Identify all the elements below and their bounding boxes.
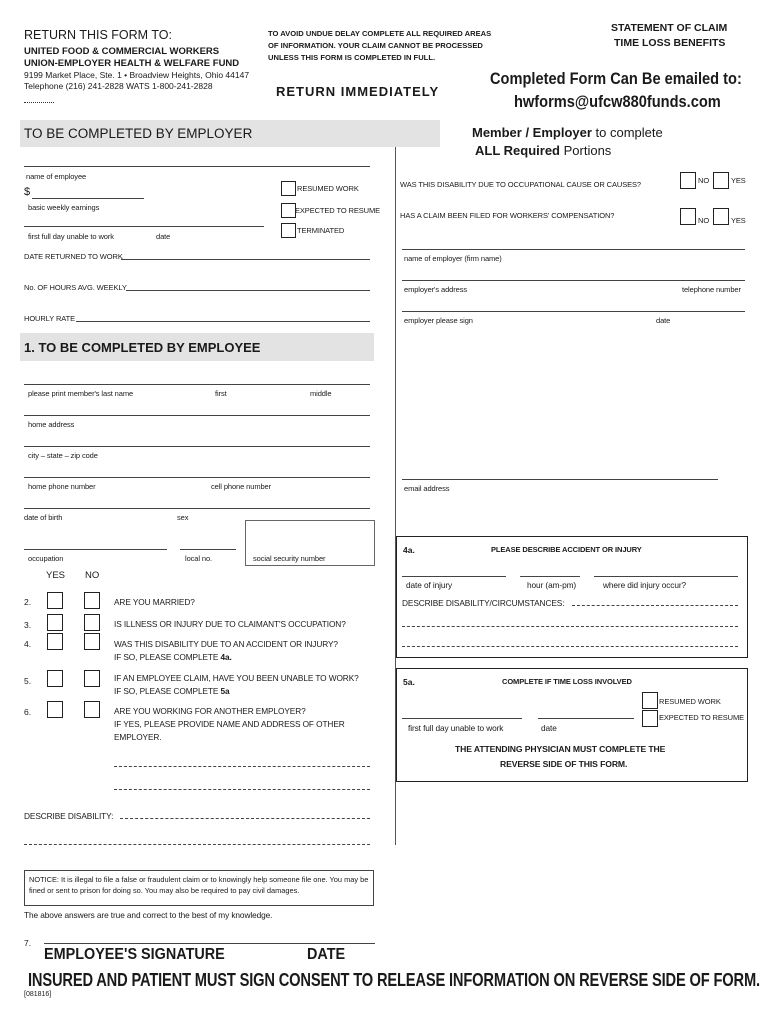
timeloss-first-day-label: first full day unable to work [408, 723, 504, 733]
accident-box [396, 536, 748, 658]
time-loss-box-title: COMPLETE IF TIME LOSS INVOLVED [502, 677, 632, 686]
member-employer-text: Member / Employer [472, 125, 592, 140]
circumstances-input-1[interactable] [572, 605, 738, 606]
occupational-cause-question: WAS THIS DISABILITY DUE TO OCCUPATIONAL CAUSE OR CAUSES? [400, 180, 641, 189]
timeloss-first-day-input[interactable] [402, 718, 522, 719]
describe-disability-input[interactable] [120, 818, 370, 819]
employee-name-input[interactable] [24, 166, 370, 167]
sex-label: sex [177, 513, 189, 522]
occupation-label: occupation [28, 554, 64, 563]
return-immediately: RETURN IMMEDIATELY [276, 84, 440, 99]
timeloss-expected-checkbox[interactable] [642, 710, 658, 727]
circumstances-input-3[interactable] [402, 646, 738, 647]
question-5-followup [114, 686, 230, 696]
delay-notice-line1: TO AVOID UNDUE DELAY COMPLETE ALL REQUIRED AREAS [268, 29, 492, 38]
question-6-yes-checkbox[interactable] [47, 701, 63, 718]
first-day-input[interactable] [24, 226, 264, 227]
question-5-ref: 5a [220, 686, 230, 696]
email-input[interactable] [402, 479, 718, 480]
describe-disability-label: DESCRIBE DISABILITY: [24, 811, 114, 821]
employee-signature-label: EMPLOYEE'S SIGNATURE [44, 946, 225, 963]
question-4-text: WAS THIS DISABILITY DUE TO AN ACCIDENT OR INJURY? [114, 639, 338, 649]
question-3-number: 3. [24, 620, 32, 630]
resumed-work-checkbox[interactable] [281, 181, 296, 196]
email-instruction: Completed Form Can Be emailed to: [490, 69, 742, 88]
dollar-sign: $ [24, 186, 31, 198]
date-of-injury-input[interactable] [402, 576, 506, 577]
no-column-header: NO [85, 570, 100, 581]
question-6-followup: IF YES, PLEASE PROVIDE NAME AND ADDRESS OF OTHER [114, 719, 345, 729]
occupational-yes-label: YES [731, 176, 746, 185]
date-returned-input[interactable] [121, 259, 370, 260]
employee-section-title: 1. TO BE COMPLETED BY EMPLOYEE [24, 340, 261, 355]
ssn-label: social security number [253, 554, 326, 563]
weekly-earnings-input[interactable] [32, 198, 144, 199]
terminated-label: TERMINATED [297, 226, 345, 235]
physician-note-line2: REVERSE SIDE OF THIS FORM. [500, 759, 628, 769]
home-phone-label: home phone number [28, 482, 96, 491]
occupational-yes-checkbox[interactable] [713, 172, 729, 189]
employer-address-label: employer's address [404, 285, 467, 294]
date-of-injury-label: date of injury [406, 580, 453, 590]
employee-name-label: name of employee [26, 172, 87, 181]
delay-notice-line2: OF INFORMATION. YOUR CLAIM CANNOT BE PROCESSED [268, 41, 483, 50]
hours-weekly-label: No. OF HOURS AVG. WEEKLY [24, 283, 127, 292]
signature-date-label: DATE [307, 946, 346, 963]
resumed-work-label: RESUMED WORK [297, 184, 359, 193]
question-3-text: IS ILLNESS OR INJURY DUE TO CLAIMANT'S OCCUPATION? [114, 619, 346, 629]
email-address-link[interactable]: hwforms@ufcw880funds.com [514, 92, 721, 111]
question-2-yes-checkbox[interactable] [47, 592, 63, 609]
question-4-yes-checkbox[interactable] [47, 633, 63, 650]
question-6-no-checkbox[interactable] [84, 701, 100, 718]
statement-title-line1: STATEMENT OF CLAIM [611, 22, 728, 34]
question-5-no-checkbox[interactable] [84, 670, 100, 687]
other-employer-line-1[interactable] [114, 766, 370, 767]
employer-signature-label: employer please sign [404, 316, 473, 325]
return-to-label: RETURN THIS FORM TO: [24, 28, 172, 42]
question-3-no-checkbox[interactable] [84, 614, 100, 631]
employer-divider [395, 147, 396, 333]
hours-weekly-input[interactable] [126, 290, 370, 291]
describe-disability-line-2[interactable] [24, 844, 370, 845]
org-address: 9199 Market Place, Ste. 1 • Broadview Heights, Ohio 44147 [24, 70, 250, 80]
consent-notice: INSURED AND PATIENT MUST SIGN CONSENT TO RELEASE INFORMATION ON REVERSE SIDE OF FORM. [28, 970, 760, 990]
org-telephone: Telephone (216) 241-2828 WATS 1-800-241-2828 [24, 81, 213, 91]
question-5-number: 5. [24, 676, 32, 686]
question-2-number: 2. [24, 597, 32, 607]
expected-resume-checkbox[interactable] [281, 203, 296, 218]
first-name-label: first [215, 389, 227, 398]
describe-circumstances-label: DESCRIBE DISABILITY/CIRCUMSTANCES: [402, 598, 565, 608]
terminated-checkbox[interactable] [281, 223, 296, 238]
employer-sign-date-label: date [656, 316, 671, 325]
member-employer-note [472, 125, 663, 140]
timeloss-expected-label: EXPECTED TO RESUME [659, 713, 745, 722]
statement-title-line2: TIME LOSS BENEFITS [614, 37, 726, 49]
comp-no-label: NO [698, 216, 710, 225]
timeloss-date-input[interactable] [538, 718, 634, 719]
comp-yes-checkbox[interactable] [713, 208, 729, 225]
injury-location-input[interactable] [594, 576, 738, 577]
circumstances-input-2[interactable] [402, 626, 738, 627]
expected-resume-label: EXPECTED TO RESUME [295, 206, 381, 215]
employer-section-title: TO BE COMPLETED BY EMPLOYER [24, 126, 253, 141]
question-6-followup-2: EMPLOYER. [114, 732, 162, 742]
middle-name-label: middle [310, 389, 332, 398]
email-label: email address [404, 484, 450, 493]
fraud-notice: NOTICE: It is illegal to file a false or fraudulent claim or to knowingly help someone file one. You may be fined or sent to prison for doing so. You may also be required to pay civil damages. [24, 870, 374, 906]
logo-mark [24, 96, 54, 103]
employee-signature-input[interactable] [44, 943, 375, 944]
signature-number: 7. [24, 938, 32, 948]
yes-column-header: YES [46, 570, 66, 581]
timeloss-date-label: date [541, 723, 557, 733]
injury-hour-input[interactable] [520, 576, 580, 577]
injury-location-label: where did injury occur? [603, 580, 687, 590]
injury-hour-label: hour (am-pm) [527, 580, 577, 590]
weekly-earnings-label: basic weekly earnings [28, 203, 100, 212]
question-5-followup-text: IF SO, PLEASE COMPLETE [114, 686, 221, 696]
question-4-followup-text: IF SO, PLEASE COMPLETE [114, 652, 221, 662]
accident-box-title: PLEASE DESCRIBE ACCIDENT OR INJURY [491, 545, 642, 554]
org-name-line1: UNITED FOOD & COMMERCIAL WORKERS [24, 46, 220, 57]
last-name-label: please print member's last name [28, 389, 134, 398]
employer-name-input[interactable] [402, 249, 745, 250]
local-no-label: local no. [185, 554, 213, 563]
portions-text: Portions [560, 143, 612, 158]
question-2-text: ARE YOU MARRIED? [114, 597, 195, 607]
question-2-no-checkbox[interactable] [84, 592, 100, 609]
form-code: [081816] [24, 991, 52, 998]
workers-comp-question: HAS A CLAIM BEEN FILED FOR WORKERS' COMPENSATION? [400, 211, 615, 220]
employer-signature-input[interactable] [402, 311, 745, 312]
comp-yes-label: YES [731, 216, 746, 225]
org-name-line2: UNION-EMPLOYER HEALTH & WELFARE FUND [24, 58, 240, 69]
employer-telephone-label: telephone number [682, 285, 741, 294]
question-3-yes-checkbox[interactable] [47, 614, 63, 631]
employer-address-input[interactable] [402, 280, 745, 281]
timeloss-resumed-checkbox[interactable] [642, 692, 658, 709]
city-state-zip-label: city – state – zip code [28, 451, 98, 460]
dob-label: date of birth [24, 513, 63, 522]
all-required-text: ALL Required [475, 143, 560, 158]
time-loss-box-number: 5a. [403, 677, 415, 687]
local-no-input[interactable] [180, 549, 236, 550]
other-employer-line-2[interactable] [114, 789, 370, 790]
last-name-input[interactable] [24, 384, 370, 385]
home-address-label: home address [28, 420, 75, 429]
city-state-zip-input[interactable] [24, 446, 370, 447]
to-complete-text: to complete [591, 125, 663, 140]
occupational-no-checkbox[interactable] [680, 172, 696, 189]
question-4-no-checkbox[interactable] [84, 633, 100, 650]
question-4-followup [114, 652, 232, 662]
occupational-no-label: NO [698, 176, 710, 185]
dob-sex-input[interactable] [24, 508, 370, 509]
question-6-number: 6. [24, 707, 32, 717]
first-day-label: first full day unable to work [28, 232, 114, 241]
occupation-input[interactable] [24, 549, 167, 550]
first-day-date-label: date [156, 232, 171, 241]
comp-no-checkbox[interactable] [680, 208, 696, 225]
accident-box-number: 4a. [403, 545, 415, 555]
hourly-rate-label: HOURLY RATE [24, 314, 75, 323]
cell-phone-label: cell phone number [211, 482, 272, 491]
true-correct-statement: The above answers are true and correct to the best of my knowledge. [24, 910, 273, 920]
home-address-input[interactable] [24, 415, 370, 416]
hourly-rate-input[interactable] [76, 321, 370, 322]
employer-name-label: name of employer (firm name) [404, 254, 502, 263]
question-5-yes-checkbox[interactable] [47, 670, 63, 687]
physician-note-line1: THE ATTENDING PHYSICIAN MUST COMPLETE THE [455, 744, 666, 754]
phone-input[interactable] [24, 477, 370, 478]
question-6-text: ARE YOU WORKING FOR ANOTHER EMPLOYER? [114, 706, 306, 716]
question-4-ref: 4a. [220, 652, 232, 662]
delay-notice-line3: UNLESS THIS FORM IS COMPLETED IN FULL. [268, 53, 436, 62]
question-5-text: IF AN EMPLOYEE CLAIM, HAVE YOU BEEN UNABLE TO WORK? [114, 673, 359, 683]
date-returned-label: DATE RETURNED TO WORK [24, 252, 123, 261]
question-4-number: 4. [24, 639, 32, 649]
timeloss-resumed-label: RESUMED WORK [659, 697, 721, 706]
required-portions-note [475, 143, 611, 158]
